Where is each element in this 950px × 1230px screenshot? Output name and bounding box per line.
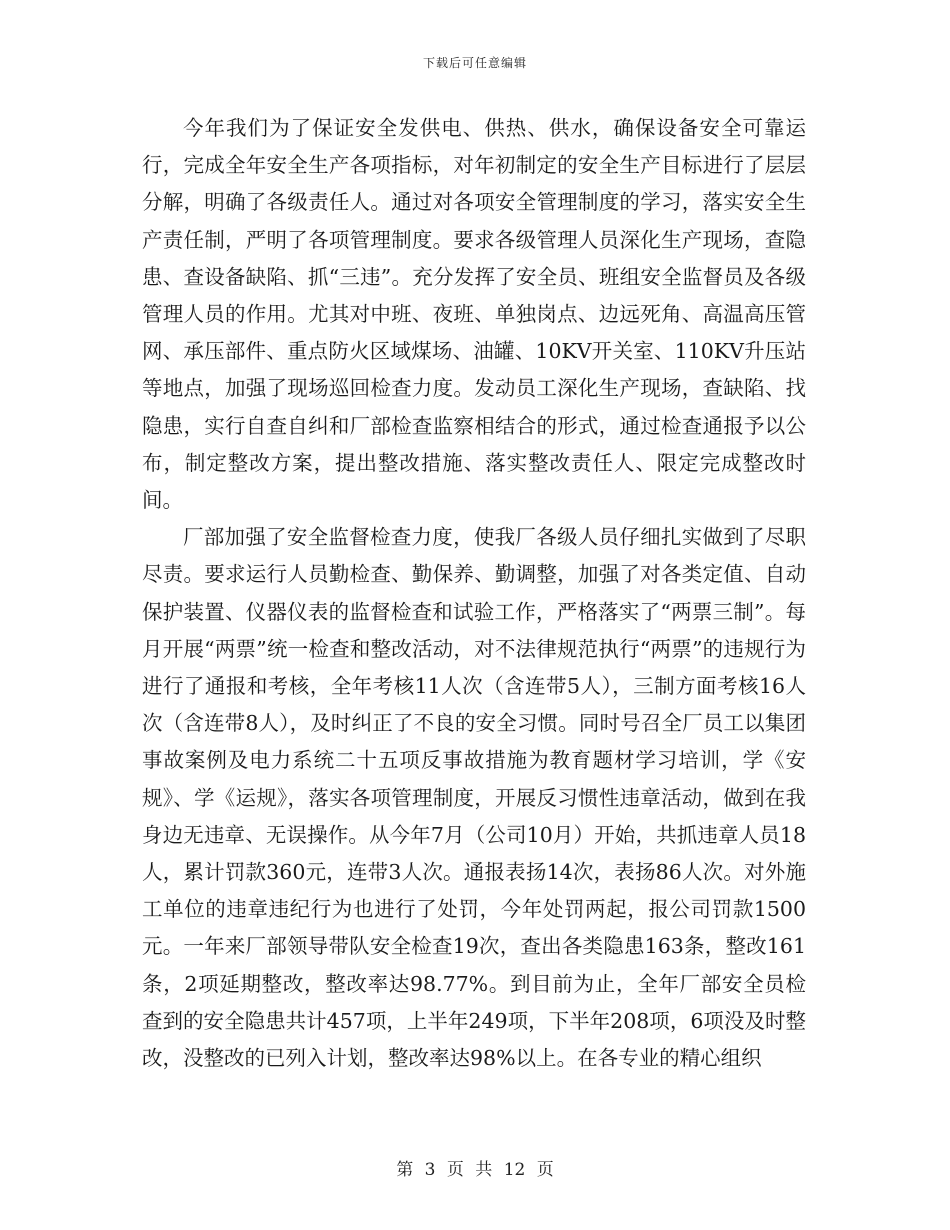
page-header: 下载后可任意编辑 <box>422 56 527 70</box>
paragraph-1: 今年我们为了保证安全发供电、供热、供水，确保设备安全可靠运行，完成全年安全生产各项指标，对年初制定的安全生产目标进行了层层分解，明确了各级责任人。通过对各项安全管理制度的学习，落实安全生产责任制，严明了各项管理制度。要求各级管理人员深化生产现场，查隐患、查设备缺陷、抓“三违”。充分发挥了安全员、班组安全监督员及各级管理人员的作用。尤其对中班、夜班、单独岗点、边远死角、高温高压管网、承压部件、重点防火区域煤场、油罐、10KV开关室、110KV升压站等地点，加强了现场巡回检查力度。发动员工深化生产现场，查缺陷、找隐患，实行自查自纠和厂部检查监察相结合的形式，通过检查通报予以公布，制定整改方案，提出整改措施、落实整改责任人、限定完成整改时间。 <box>142 116 806 513</box>
page-footer: 第 3 页 共 12 页 <box>396 1160 554 1180</box>
document-body <box>142 110 806 1077</box>
paragraph-2: 厂部加强了安全监督检查力度，使我厂各级人员仔细扎实做到了尽职尽责。要求运行人员勤检查、勤保养、勤调整，加强了对各类定值、自动保护装置、仪器仪表的监督检查和试验工作，严格落实了“两票三制”。每月开展“两票”统一检查和整改活动，对不法律规范执行“两票”的违规行为进行了通报和考核，全年考核11人次（含连带5人），三制方面考核16人次（含连带8人），及时纠正了不良的安全习惯。同时号召全厂员工以集团事故案例及电力系统二十五项反事故措施为教育题材学习培训，学《安规》、学《运规》，落实各项管理制度，开展反习惯性违章活动，做到在我身边无违章、无误操作。从今年7月（公司10月）开始，共抓违章人员18人，累计罚款360元，连带3人次。通报表扬14次，表扬86人次。对外施工单位的违章违纪行为也进行了处罚，今年处罚两起，报公司罚款1500元。一年来厂部领导带队安全检查19次，查出各类隐患163条，整改161条，2项延期整改，整改率达98.77%。到目前为止，全年厂部安全员检查到的安全隐患共计457项，上半年249项，下半年208项，6项没及时整改，没整改的已列入计划，整改率达98%以上。在各专业的精心组织 <box>142 525 806 1071</box>
